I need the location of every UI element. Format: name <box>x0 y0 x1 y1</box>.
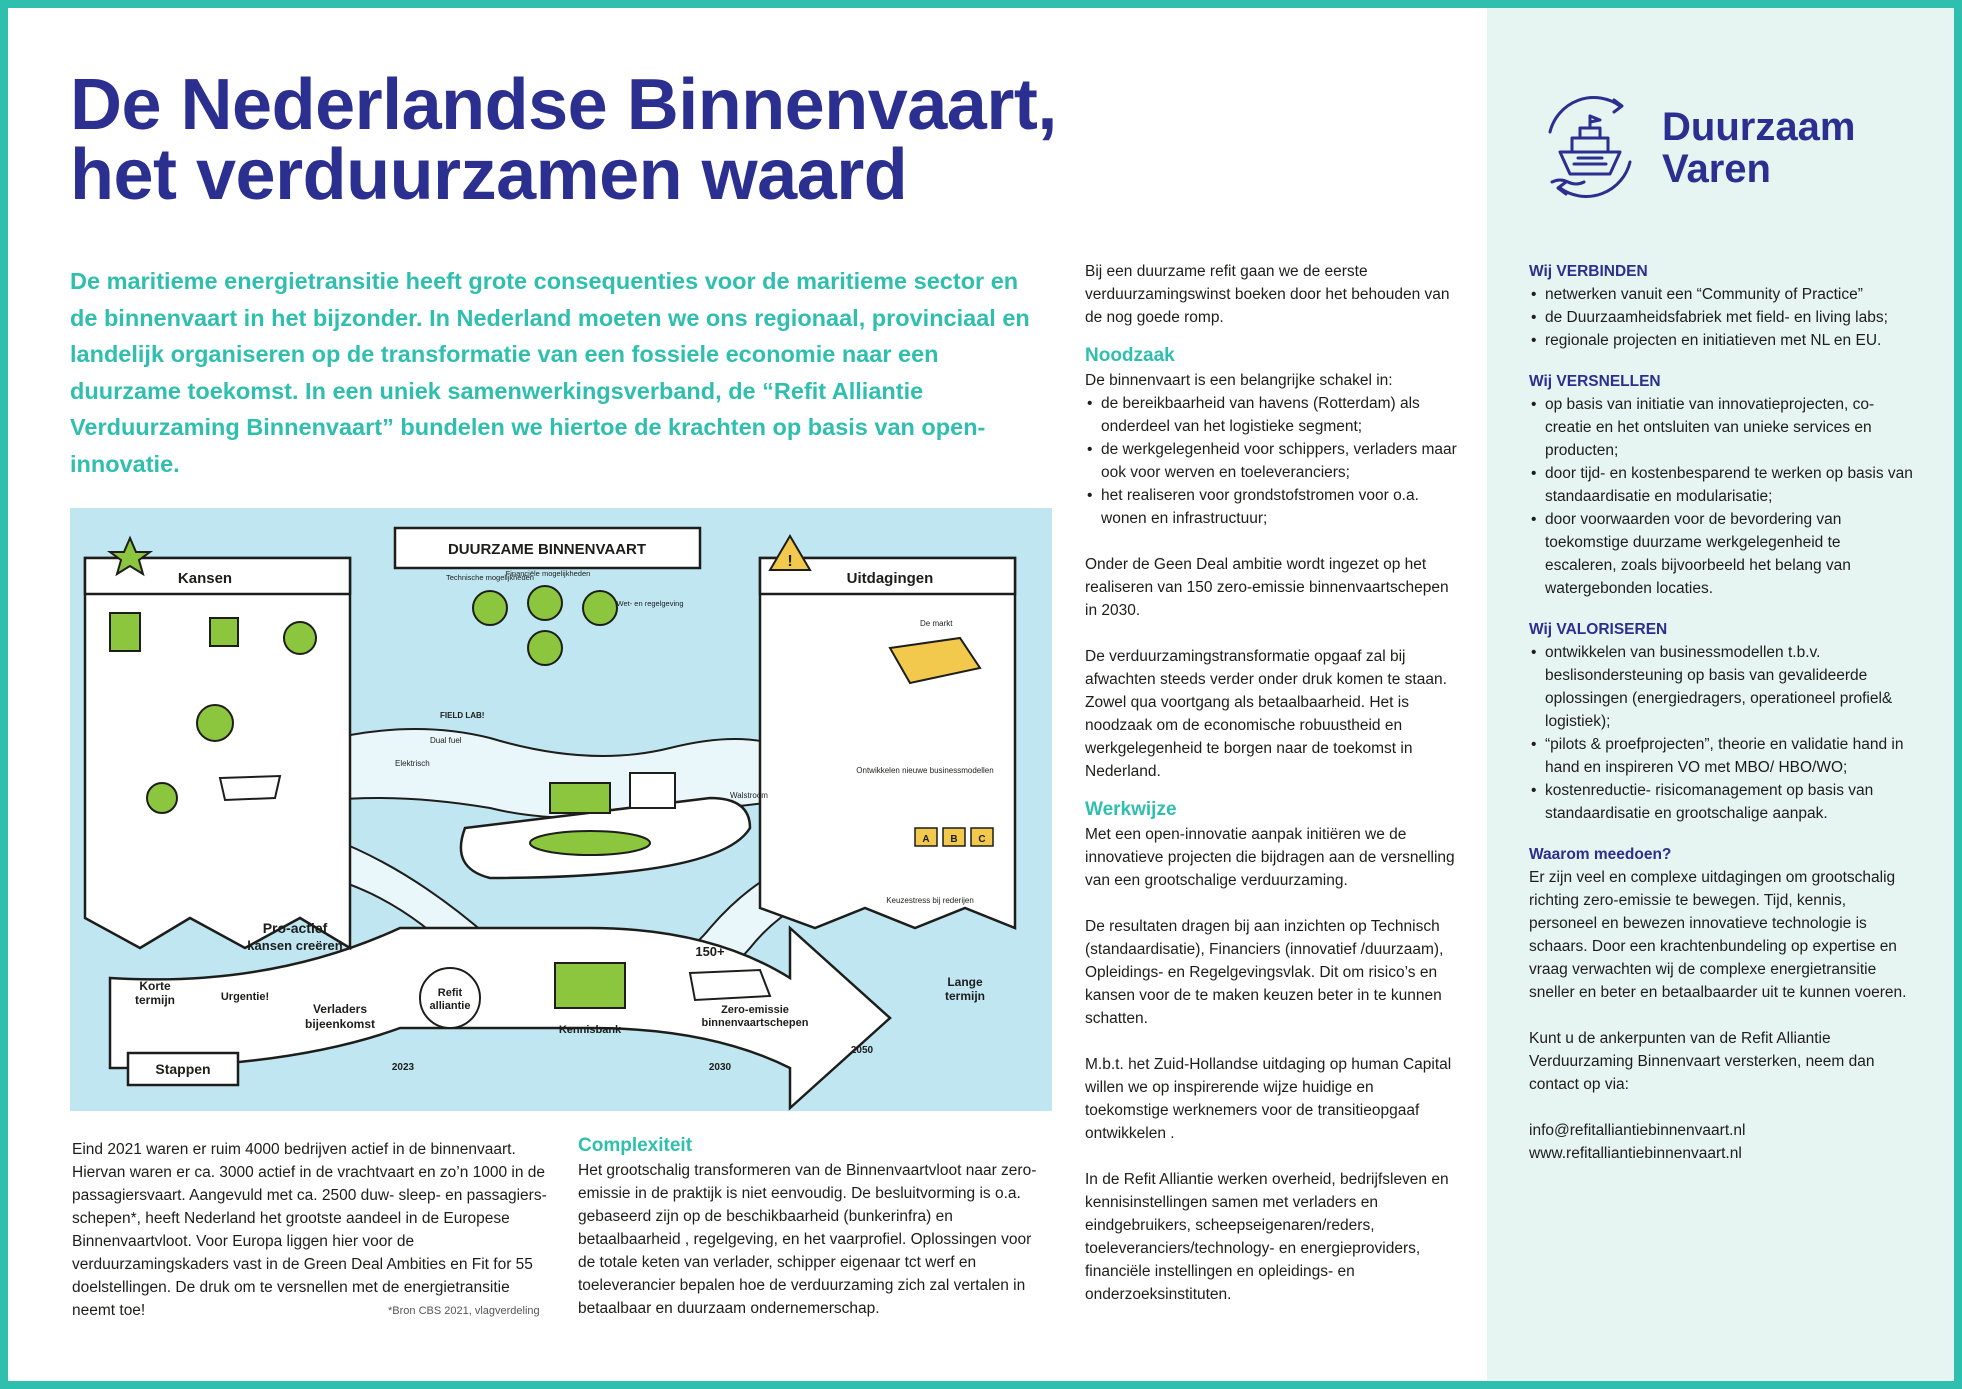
de-markt-label: De markt <box>920 619 953 628</box>
email-link[interactable]: info@refitalliantiebinnenvaart.nl <box>1529 1122 1746 1139</box>
wet-label: Wet- en regelgeving <box>616 599 684 608</box>
pro-actief-line-1: Pro-actief <box>262 920 328 936</box>
cycle-icon <box>284 622 316 654</box>
choice-c: C <box>978 834 986 845</box>
warning-mark: ! <box>787 553 793 570</box>
title-line-2: het verduurzamen waard <box>70 135 908 215</box>
year-2050: 2050 <box>850 1045 874 1056</box>
intro-paragraph: De maritieme energietransitie heeft grote consequenties voor de maritieme sector en de binnenvaart in het bijzonder. In Nederland moeten we ons regionaal, provinciaal en landelijk organiseren op de transformatie van een fossiele economie naar een duurzame toekomst. In een uniek samenwerkingsverband, de “Refit Alliantie Verduurzaming Binnenvaart” bundelen we hiertoe de krachten op basis van open-innovatie. <box>70 268 1030 477</box>
magnifier-icon <box>147 783 177 813</box>
verladers-line-1: Verladers <box>312 1002 368 1016</box>
email-link-wrapper <box>1529 1119 1914 1142</box>
value-150: 150+ <box>695 944 725 959</box>
kennisbank-label: Kennisbank <box>558 1024 622 1036</box>
zero-emission-ship <box>690 970 770 1000</box>
logo-text <box>1662 106 1855 190</box>
fieldlab-label: FIELD LAB! <box>440 711 485 720</box>
zero-line-2: binnenvaartschepen <box>701 1017 809 1029</box>
choice-b: B <box>950 834 958 845</box>
ontwikkelen-label: Ontwikkelen nieuwe businessmodellen <box>856 766 994 775</box>
facts-paragraph: Eind 2021 waren er ruim 4000 bedrijven actief in de binnenvaart. Hiervan waren er ca. 3000 actief in de vrachtvaart en zo’n 1000 in de passagiersvaart. Aangevuld met ca. 2500 duw- sleep- en passagiers-schepen*, heeft Nederland het grootste aandeel in de Europese Binnenvaartvloot. Voor Europa liggen hier voor de verduurzamingskaders vast in de Green Deal Ambities en Fit for 55 doelstellingen. De druk om te versnellen met de energietransitie neemt toe! <box>72 1141 547 1319</box>
versnellen-list <box>1529 393 1914 600</box>
ship-battery <box>550 783 610 813</box>
kansen-title: Kansen <box>177 570 233 587</box>
cube-icon <box>210 618 238 646</box>
col-noodzaak-werkwijze <box>1085 260 1460 1306</box>
logo-line-1: Duurzaam <box>1662 105 1856 149</box>
uitdagingen-title: Uitdagingen <box>846 570 934 587</box>
col-binnenvaart-facts <box>72 1138 552 1322</box>
list-item: • netwerken vanuit een “Community of Practice” <box>1529 283 1914 306</box>
list-item: • het realiseren voor grondstofstromen voor o.a. wonen en infrastructuur; <box>1085 484 1460 530</box>
year-2023: 2023 <box>391 1062 415 1073</box>
noodzaak-heading: Noodzaak <box>1085 345 1175 366</box>
complexiteit-paragraph: Het grootschalig transformeren van de Binnenvaartvloot naar zero-emissie in de praktijk is niet eenvoudig. De besluitvorming is o.a. gebaseerd zijn op de beschikbaarheid (bunkerinfra) en betaalbaarheid , regelgeving, en het vaarprofiel. Oplossingen voor de totale keten van verlader, schipper eigenaar tct werf en toeleverancier bepalen hoe de verduurzaming zich zal vertalen in betaalbaar en duurzaam ondernemerschap. <box>578 1162 1037 1317</box>
refit-line-2: alliantie <box>429 1000 471 1012</box>
infographic-illustration <box>70 508 1052 1111</box>
duurzaam-varen-logo <box>1530 92 1950 212</box>
waarom-paragraph: Er zijn veel en complexe uitdagingen om grootschalig richting zero-emissie te bewegen. Tijd, kennis, personeel en bewezen innovatieve technologie is schaars. Door een krachtenbundeling op expertise en vraag verwachten wij de complexe energietransitie sneller en beter en betaalbaarder uit te kunnen voeren. <box>1529 869 1907 1001</box>
versnellen-heading: Wij VERSNELLEN <box>1529 373 1661 390</box>
korte-line-1: Korte <box>139 979 171 993</box>
verbinden-heading: Wij VERBINDEN <box>1529 263 1648 280</box>
infographic-drawing <box>70 508 1052 1111</box>
small-ship-icon <box>220 776 280 800</box>
list-item: • de werkgelegenheid voor schippers, verladers maar ook voor werven en toeleveranciers; <box>1085 438 1460 484</box>
stappen-label: Stappen <box>155 1061 211 1077</box>
financiele-label: Financiële mogelijkheden <box>505 569 591 578</box>
list-item: • ontwikkelen van businessmodellen t.b.v. beslisondersteuning op basis van gevalideerde oplossingen (energiedragers, operationeel profiel& logistiek); <box>1529 641 1914 733</box>
document-icon <box>110 613 140 651</box>
list-item: • de bereikbaarheid van havens (Rotterdam) als onderdeel van het logistieke segment; <box>1085 392 1460 438</box>
urgentie-label: Urgentie! <box>220 991 270 1003</box>
list-item: • de Duurzaamheidsfabriek met field- en living labs; <box>1529 306 1914 329</box>
footnote: *Bron CBS 2021, vlagverdeling <box>388 1305 540 1317</box>
refit-paragraph: Bij een duurzame refit gaan we de eerste verduurzamingswinst boeken door het behouden van de nog goede romp. <box>1085 263 1450 326</box>
greendeal-paragraph: Onder de Geen Deal ambitie wordt ingezet op het realiseren van 150 zero-emissie binnenvaartschepen in 2030. <box>1085 556 1449 619</box>
waarom-heading: Waarom meedoen? <box>1529 846 1672 863</box>
col-wij <box>1529 260 1914 1165</box>
list-item: • door voorwaarden voor de bevordering van toekomstige duurzame werkgelegenheid te escaleren, zoals bijvoorbeeld het belang van watergebonden locaties. <box>1529 508 1914 600</box>
noodzaak-list <box>1085 392 1460 530</box>
ship-recycle-icon <box>1530 92 1650 202</box>
year-2030: 2030 <box>708 1062 732 1073</box>
alliantie-paragraph: In de Refit Alliantie werken overheid, bedrijfsleven en kennisinstellingen samen met verladers en eindgebruikers, scheepseigenaren/reders, toeleveranciers/technology- en energieproviders, financiële instellingen en opleidings- en onderzoeksinstituten. <box>1085 1171 1449 1303</box>
page-title <box>70 65 1170 215</box>
transformatie-paragraph: De verduurzamingstransformatie opgaaf zal bij afwachten steeds verder onder druk komen te staan. Zowel qua voortgang als betaalbaarheid. Het is noodzaak om de economische robuustheid en werkgelegenheid te borgen naar de toekomst in Nederland. <box>1085 648 1447 780</box>
lange-line-1: Lange <box>947 975 983 989</box>
lange-line-2: termijn <box>944 989 986 1003</box>
banner-title: DUURZAME BINNENVAART <box>447 541 647 558</box>
uitdagingen-panel <box>760 558 1015 928</box>
list-item: • kostenreductie- risicomanagement op basis van standaardisatie en grootschalige aanpak. <box>1529 779 1914 825</box>
logo-line-2: Varen <box>1662 147 1771 191</box>
website-link-wrapper <box>1529 1142 1914 1165</box>
website-link[interactable]: www.refitalliantiebinnenvaart.nl <box>1529 1145 1742 1162</box>
list-item: • regionale projecten en initiatieven met NL en EU. <box>1529 329 1914 352</box>
refit-line-1: Refit <box>437 987 463 999</box>
korte-line-2: termijn <box>134 993 176 1007</box>
col-complexiteit <box>578 1133 1048 1320</box>
werkwijze-heading: Werkwijze <box>1085 799 1177 820</box>
globe-icon <box>197 705 233 741</box>
keuzestress-label: Keuzestress bij rederijen <box>886 896 974 905</box>
choice-coin-icon <box>528 631 562 665</box>
title-line-1: De Nederlandse Binnenvaart, <box>70 65 1057 145</box>
noodzaak-intro: De binnenvaart is een belangrijke schakel in: <box>1085 372 1393 389</box>
complexiteit-heading: Complexiteit <box>578 1135 693 1156</box>
contact-paragraph: Kunt u de ankerpunten van de Refit Alliantie Verduurzaming Binnenvaart versterken, neem dan contact op via: <box>1529 1030 1875 1093</box>
elektrisch-label: Elektrisch <box>395 759 430 768</box>
choice-a: A <box>922 834 930 845</box>
valoriseren-heading: Wij VALORISEREN <box>1529 621 1668 638</box>
list-item: • op basis van initiatie van innovatieprojecten, co-creatie en het ontsluiten van unieke services en producten; <box>1529 393 1914 462</box>
walstroom-label: Walstroom <box>730 791 768 800</box>
verladers-line-2: bijeenkomst <box>304 1017 376 1031</box>
verbinden-list <box>1529 283 1914 352</box>
technische-label: Technische mogelijkheden <box>446 573 534 582</box>
dual-fuel-label: Dual fuel <box>430 736 462 745</box>
tech-coin-icon <box>473 591 507 625</box>
pro-actief-line-2: kansen creëren <box>247 938 343 953</box>
list-item: • “pilots & proefprojecten”, theorie en validatie hand in hand en inspireren VO met MBO/ HBO/WO; <box>1529 733 1914 779</box>
resultaten-paragraph: De resultaten dragen bij aan inzichten op Technisch (standaardisatie), Financiers (innovatief /duurzaam), Opleidings- en Regelgevingsvlak. Dit om risico’s en kansen voor de te maken keuzen beter in te kunnen schatten. <box>1085 918 1444 1027</box>
law-coin-icon <box>583 591 617 625</box>
werkwijze-paragraph: Met een open-innovatie aanpak initiëren we de innovatieve projecten die bijdragen aan de versnelling van een grootschalige verduurzaming. <box>1085 826 1455 889</box>
hydrogen-tank <box>530 831 650 855</box>
human-capital-paragraph: M.b.t. het Zuid-Hollandse uitdaging op human Capital willen we op inspirerende wijze huidige en toekomstige werknemers voor de transitieopgaaf ontwikkelen . <box>1085 1056 1452 1142</box>
euro-coin-icon <box>528 586 562 620</box>
ship-cabin <box>630 773 675 808</box>
kennisbank-screen <box>555 963 625 1008</box>
valoriseren-list <box>1529 641 1914 825</box>
list-item: • door tijd- en kostenbesparend te werken op basis van standaardisatie en modularisatie; <box>1529 462 1914 508</box>
zero-line-1: Zero-emissie <box>721 1004 789 1016</box>
